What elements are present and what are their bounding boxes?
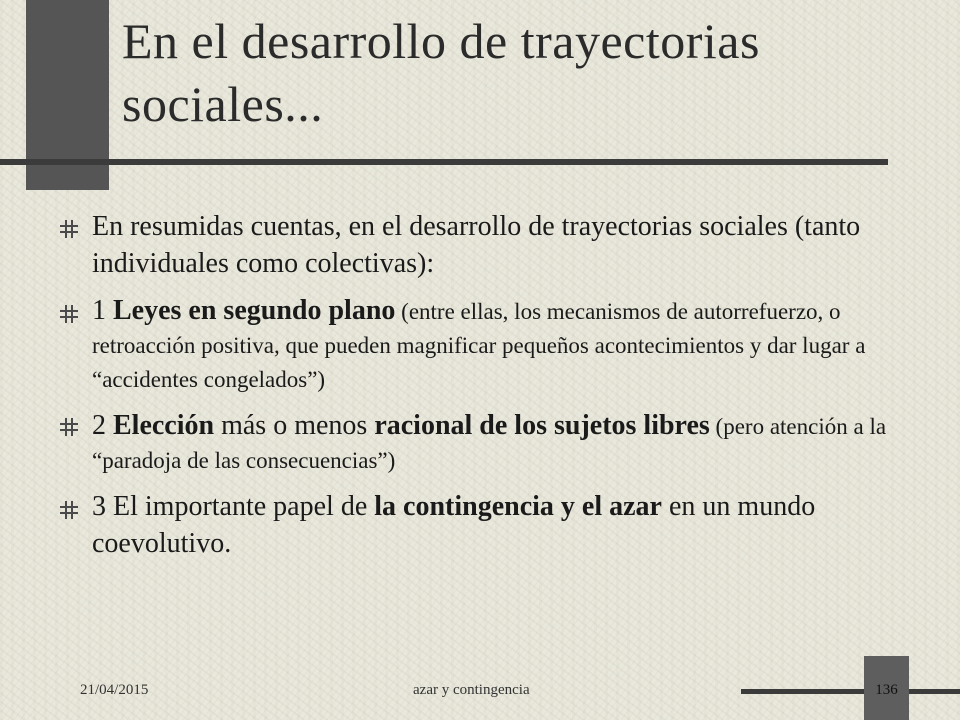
footer-title: azar y contingencia (413, 682, 530, 698)
bullet-bold: Leyes en segundo plano (113, 295, 396, 326)
hash-bullet-icon (60, 501, 78, 519)
hash-bullet-icon (60, 220, 78, 238)
bullet-item-1 (60, 294, 910, 397)
bullet-item-summary (60, 208, 910, 282)
title-underline (0, 159, 888, 165)
bullet-bold: la contingencia y el azar (374, 491, 662, 522)
bullet-bold-1: Elección (113, 410, 215, 441)
footer-date: 21/04/2015 (80, 682, 149, 698)
hash-bullet-icon (60, 305, 78, 323)
bullet-text: En resumidas cuentas, en el desarrollo de trayectorias sociales (tanto individuales como colectivas): (92, 211, 861, 279)
hash-bullet-icon (60, 418, 78, 436)
bullet-rest: (pero atención a la “paradoja de las consecuencias”) (92, 414, 887, 473)
bullet-prefix: 3 El importante papel de (92, 491, 375, 522)
bullet-rest: (entre ellas, los mecanismos de autorrefuerzo, o retroacción positiva, que pueden magnificar pequeños acontecimientos y dar lugar a “accidentes congelados”) (92, 299, 866, 392)
page-number: 136 (875, 682, 898, 698)
footer-divider-right (909, 689, 960, 694)
bullet-item-2 (60, 407, 910, 478)
bullet-rest: en un mundo coevolutivo. (92, 491, 816, 559)
bullet-bold-2: racional de los sujetos libres (374, 410, 710, 441)
slide-title: En el desarrollo de trayectorias sociales... (122, 13, 760, 132)
bullet-prefix: 1 (92, 295, 113, 326)
bullet-prefix: 2 (92, 410, 113, 441)
bullet-item-3 (60, 488, 910, 562)
bullet-mid: más o menos (214, 410, 375, 441)
slide-content (60, 208, 910, 562)
footer-divider-left (741, 689, 864, 694)
